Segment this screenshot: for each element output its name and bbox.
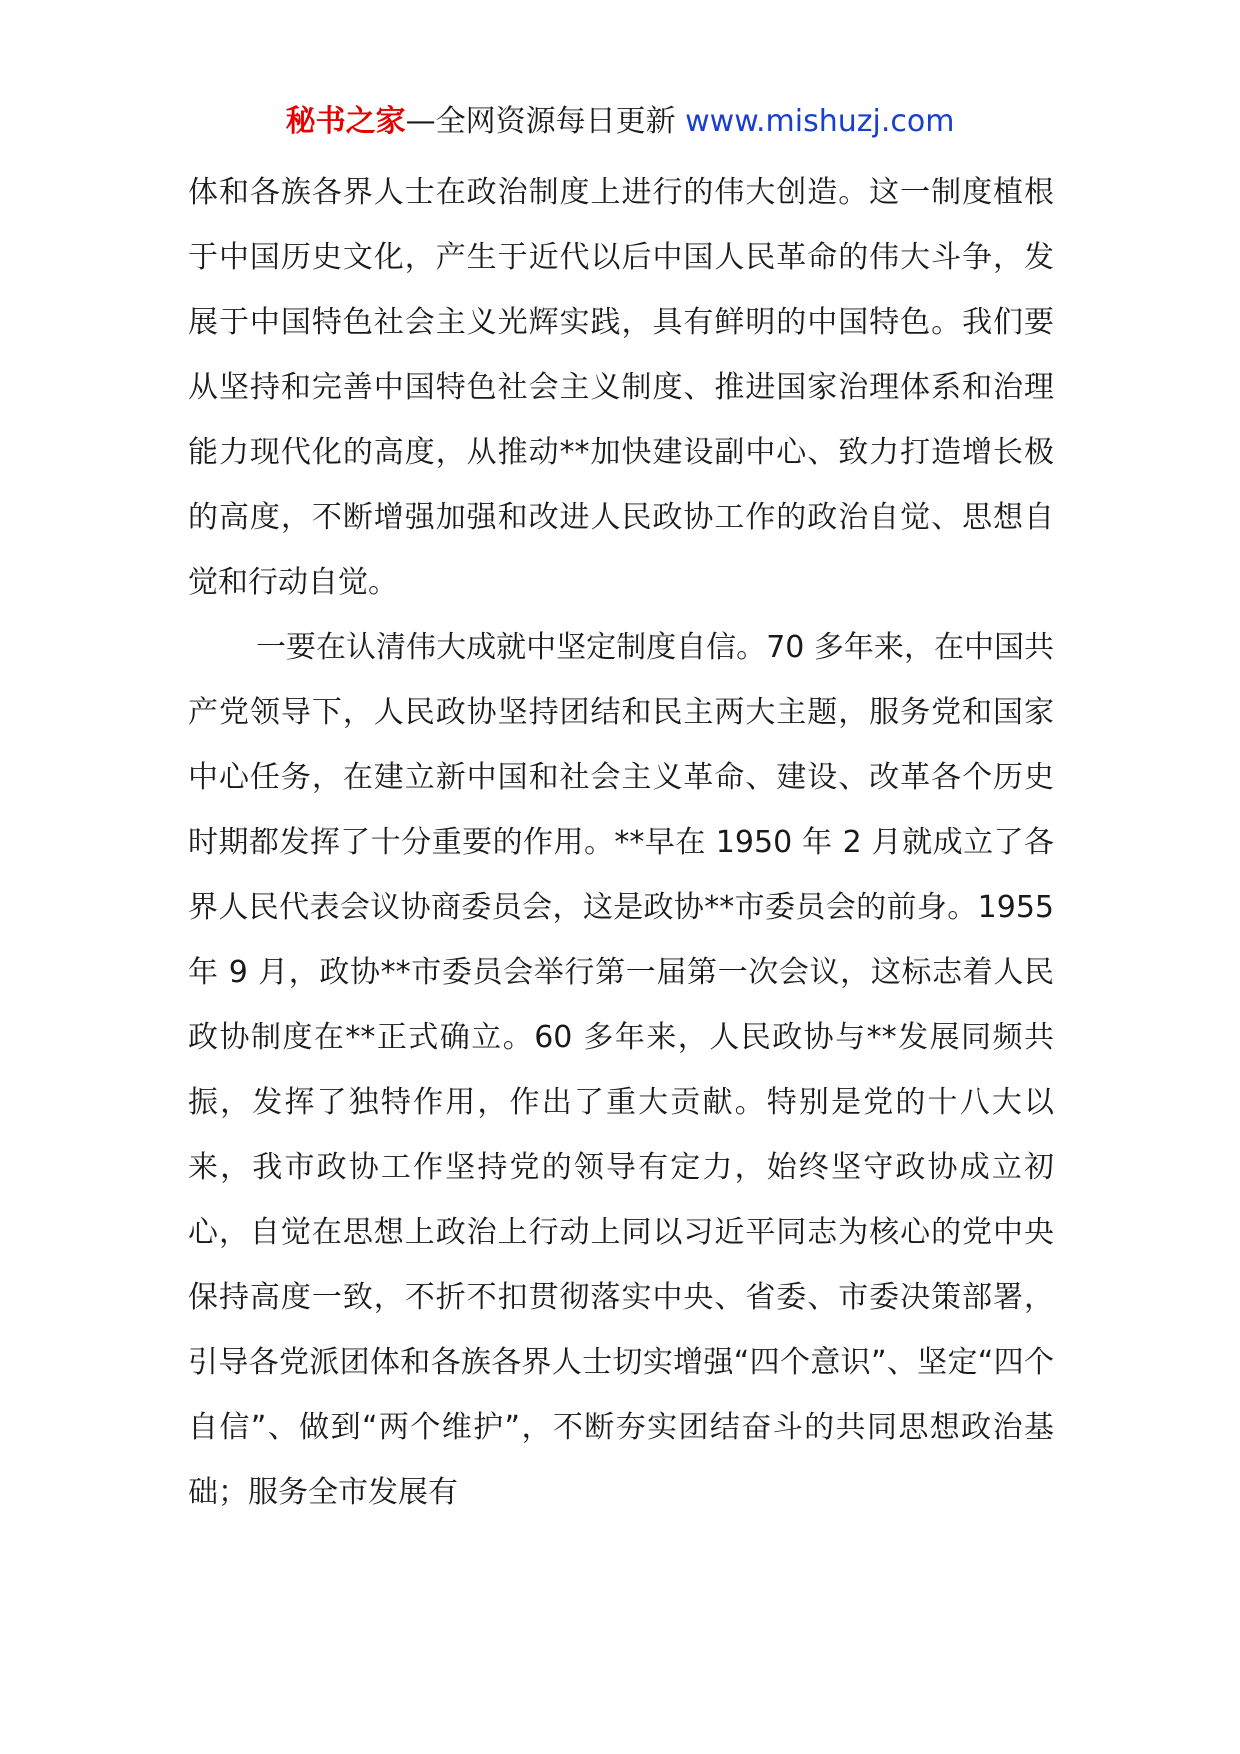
- site-url-link[interactable]: www.mishuzj.com: [685, 104, 955, 139]
- document-body: [188, 160, 1054, 1525]
- paragraph-2: 一要在认清伟大成就中坚定制度自信。70 多年来，在中国共产党领导下，人民政协坚持团结和民主两大主题，服务党和国家中心任务，在建立新中国和社会主义革命、建设、改革各个历史时期都发挥了十分重要的作用。**早在 1950 年 2 月就成立了各界人民代表会议协商委员会，这是政协**市委员会的前身。1955 年 9 月，政协**市委员会举行第一届第一次会议，这标志着人民政协制度在**正式确立。60 多年来，人民政协与**发展同频共振，发挥了独特作用，作出了重大贡献。特别是党的十八大以来，我市政协工作坚持党的领导有定力，始终坚守政协成立初心，自觉在思想上政治上行动上同以习近平同志为核心的党中央保持高度一致，不折不扣贯彻落实中央、省委、市委决策部署，引导各党派团体和各族各界人士切实增强“四个意识”、坚定“四个自信”、做到“两个维护”，不断夯实团结奋斗的共同思想政治基础；服务全市发展有: [188, 630, 1054, 1510]
- brand-name: 秘书之家: [285, 104, 406, 139]
- paragraph-1: 体和各族各界人士在政治制度上进行的伟大创造。这一制度植根于中国历史文化，产生于近代以后中国人民革命的伟大斗争，发展于中国特色社会主义光辉实践，具有鲜明的中国特色。我们要从坚持和完善中国特色社会主义制度、推进国家治理体系和治理能力现代化的高度，从推动**加快建设副中心、致力打造增长极的高度，不断增强加强和改进人民政协工作的政治自觉、思想自觉和行动自觉。: [188, 175, 1054, 600]
- site-header: [0, 100, 1240, 144]
- header-tagline: —全网资源每日更新: [405, 104, 686, 139]
